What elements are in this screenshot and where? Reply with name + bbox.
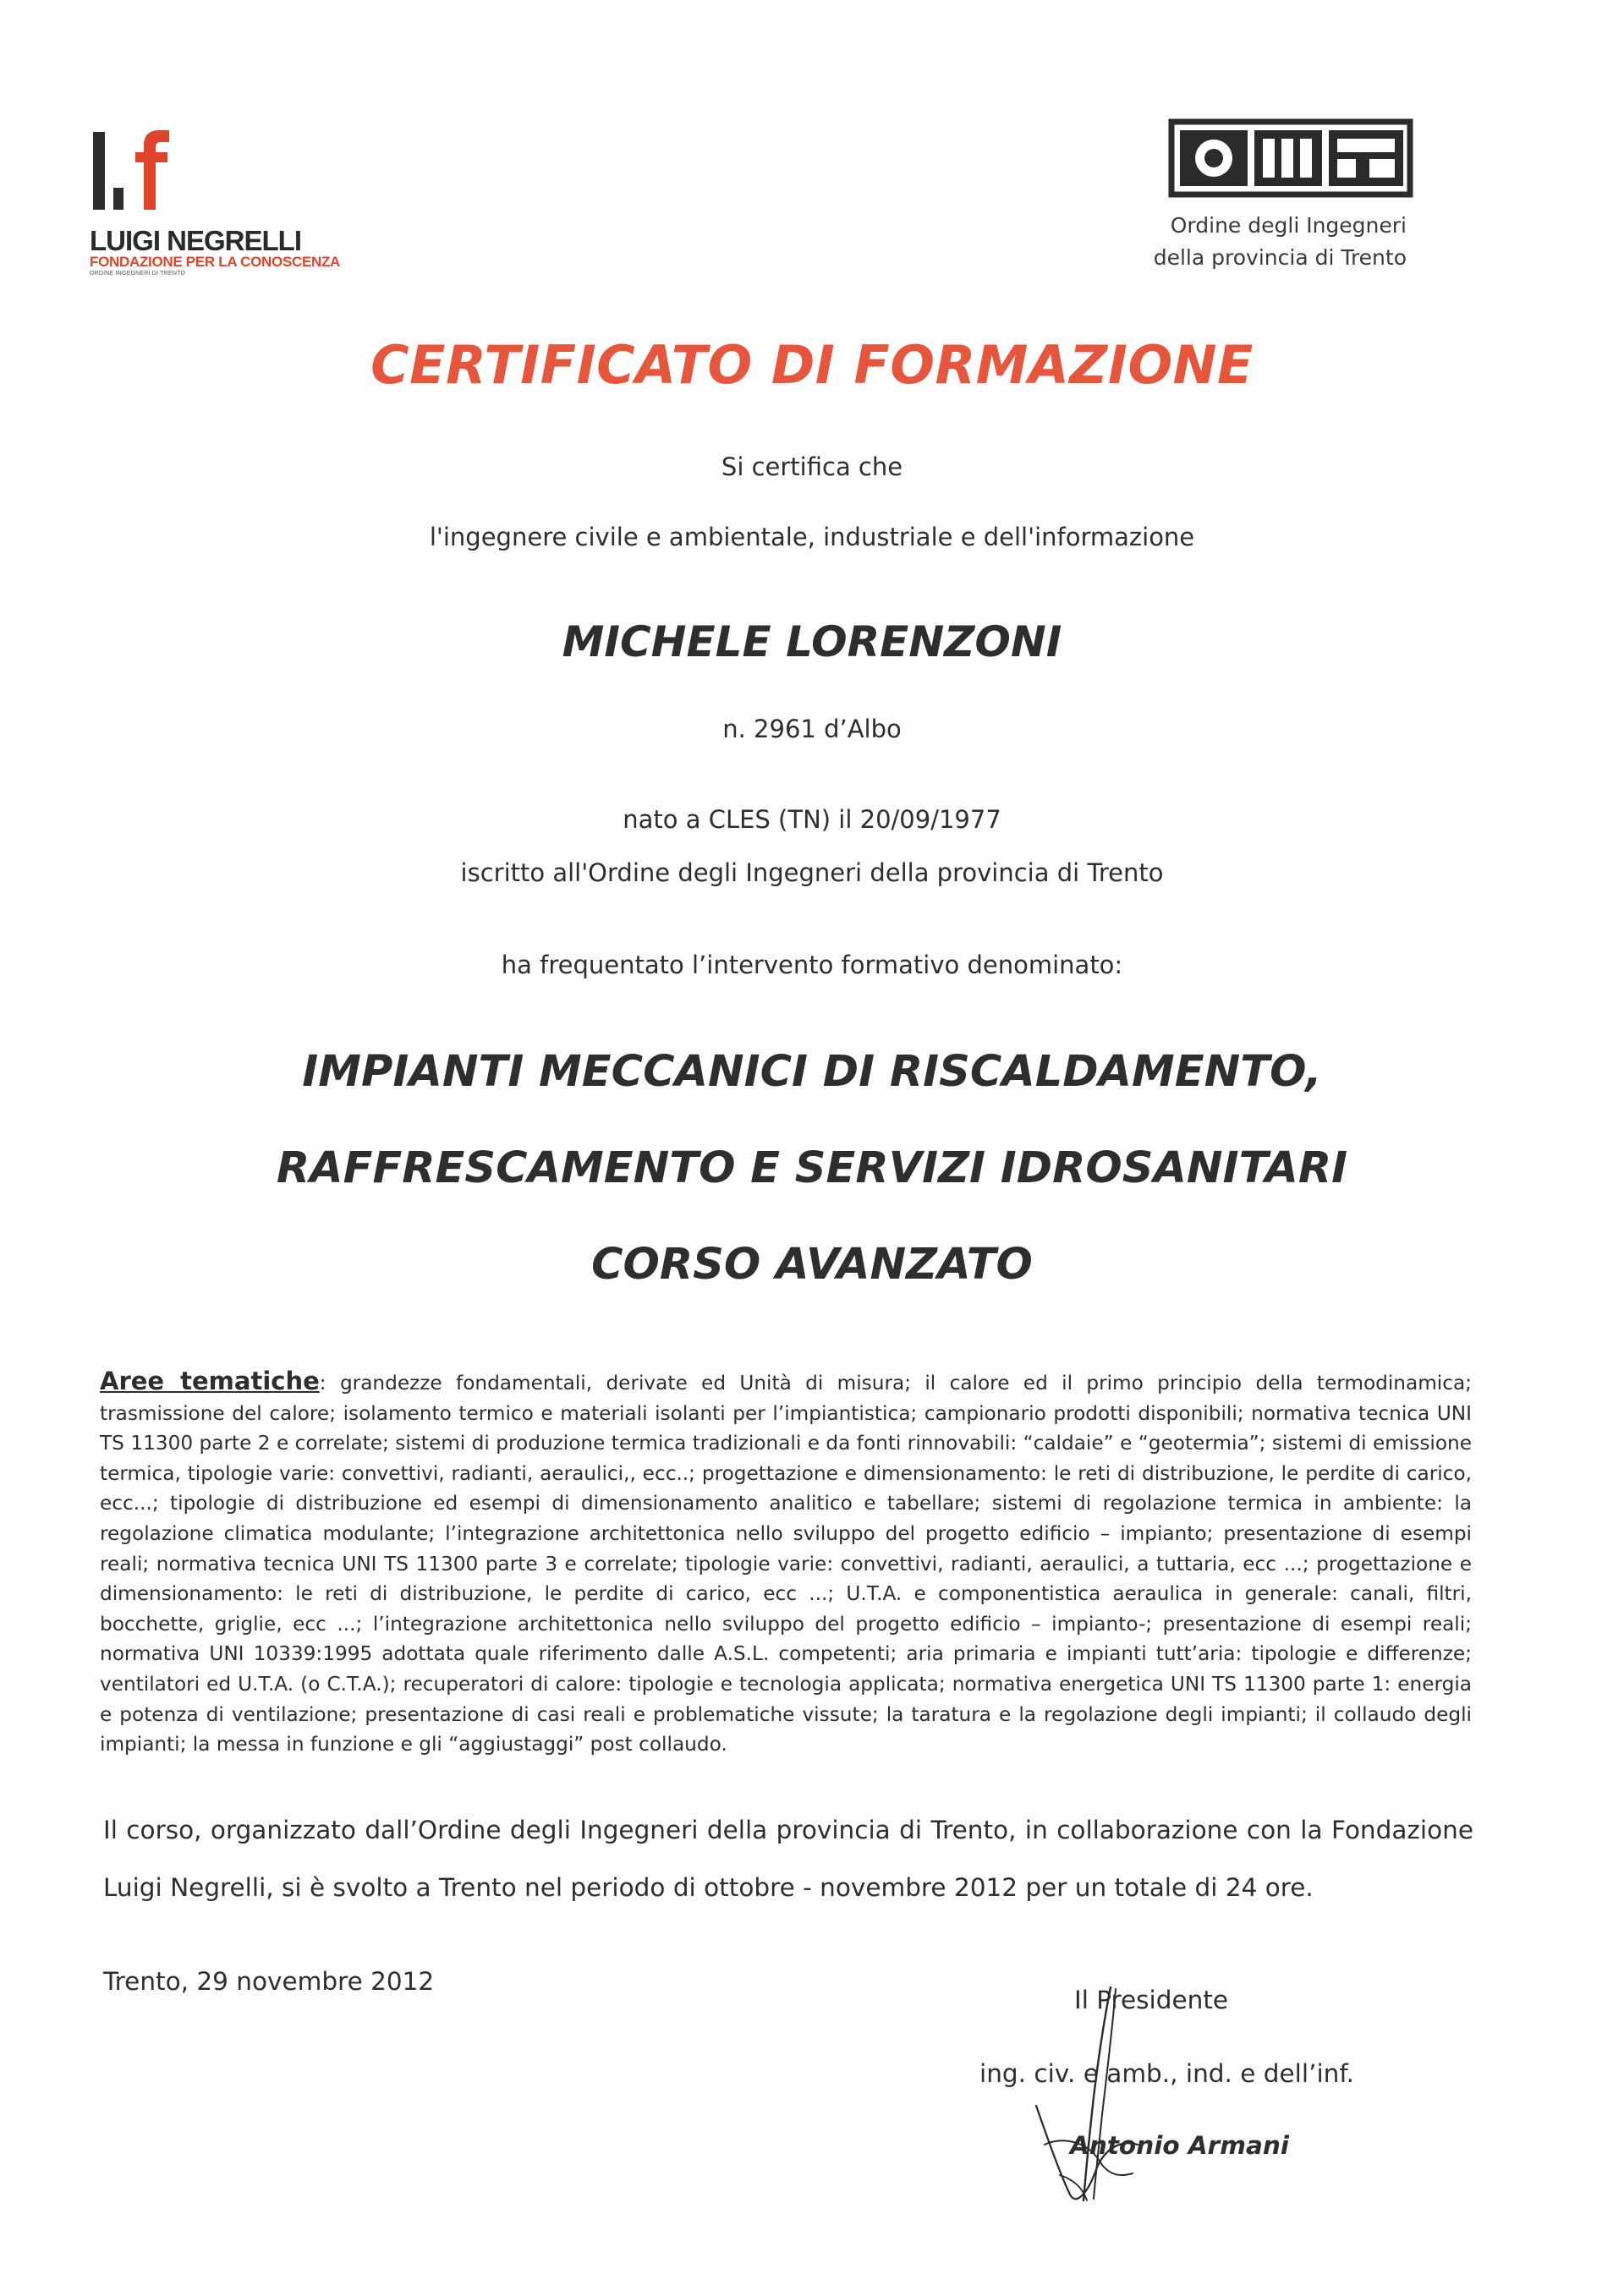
attended-text: ha frequentato l’intervento formativo denominato:	[501, 951, 1123, 979]
birth-info: nato a CLES (TN) il 20/09/1977	[623, 805, 1001, 834]
signature-block	[973, 1979, 1396, 2216]
course-title-line-3: CORSO AVANZATO	[591, 1240, 1033, 1290]
closing-paragraph: Il corso, organizzato dall’Ordine degli Ingegneri della provincia di Trento, in collaborazione con la Fondazione Luigi Negrelli, si è svolto a Trento nel periodo di ottobre - novembre 2012 per un totale di 24 ore.	[103, 1816, 1473, 1902]
thematic-areas-text: : grandezze fondamentali, derivate ed Unità di misura; il calore ed il primo principio della termodinamica; trasmissione del calore; isolamento termico e materiali isolanti per l’impiantistica; campionario prodotti disponibili; normativa tecnica UNI TS 11300 parte 2 e correlate; sistemi di produzione termica tradizionali e da fonti rinnovabili: “caldaie” e “geotermia”; sistemi di emissione termica, tipologie varie: convettivi, radianti, aeraulici,, ecc..; progettazione e dimensionamento: le reti di distribuzione, le perdite di carico, ecc...; tipologie di distribuzione ed esempi di dimensionamento analitico e tabellare; sistemi di regolazione termica in ambiente: la regolazione climatica modulante; l’integrazione architettonica nello sviluppo del progetto edificio – impianto; presentazione di esempi reali; normativa tecnica UNI TS 11300 parte 3 e correlate; tipologie varie: convettivi, radianti, aeraulici, a tuttaria, ecc ...; progettazione e dimensionamento: le reti di distribuzione, le perdite di carico, ecc ...; U.T.A. e componentistica aeraulica in generale: canali, filtri, bocchette, griglie, ecc ...; l’integrazione architettonica nello sviluppo del progetto edificio – impianto-; presentazione di esempi reali; normativa UNI 10339:1995 adottata quale riferimento dalle A.S.L. competenti; aria primaria e impianti tutt’aria: tipologie e differenze; ventilatori ed U.T.A. (o C.T.A.); recuperatori di calore: tipologie e tecnologia applicata; normativa energetica UNI TS 11300 parte 1: energia e potenza di ventilazione; presentazione di casi reali e problematiche vissute; la taratura e la regolazione degli impianti; il collaudo degli impianti; la messa in funzione e gli “aggiustaggi” post collaudo.	[100, 1372, 1472, 1756]
negrelli-subline: ORDINE INGEGNERI DI TRENTO	[90, 271, 186, 277]
negrelli-tagline: FONDAZIONE PER LA CONOSCENZA	[90, 254, 341, 270]
signer-qualification: ing. civ. e amb., ind. e dell’inf.	[979, 2059, 1354, 2088]
intro-text: Si certifica che	[721, 452, 903, 481]
ordine-name-line1: Ordine degli Ingegneri	[1170, 213, 1407, 238]
course-title-line-2: RAFFRESCAMENTO E SERVIZI IDROSANITARI	[276, 1143, 1348, 1193]
thematic-areas-label: Aree tematiche	[100, 1367, 320, 1395]
negrelli-logo	[88, 127, 392, 279]
negrelli-name: LUIGI NEGRELLI	[90, 225, 301, 256]
negrelli-logo-mark-icon	[88, 127, 206, 220]
qualification-text: l'ingegnere civile e ambientale, industriale e dell'informazione	[429, 523, 1195, 551]
ordine-logo-mark-icon	[1168, 118, 1413, 199]
register-number: n. 2961 d’Albo	[722, 715, 902, 743]
signer-role: Il Presidente	[1074, 1986, 1229, 2014]
recipient-name: MICHELE LORENZONI	[562, 617, 1062, 666]
handwritten-signature-icon	[1011, 1979, 1163, 2207]
certificate-title: CERTIFICATO DI FORMAZIONE	[370, 334, 1254, 396]
course-title-line-1: IMPIANTI MECCANICI DI RISCALDAMENTO,	[302, 1047, 1322, 1097]
ordine-name-line2: della provincia di Trento	[1153, 245, 1407, 270]
enrollment-info: iscritto all'Ordine degli Ingegneri della provincia di Trento	[460, 858, 1164, 887]
signer-name: Antonio Armani	[1070, 2131, 1289, 2160]
place-date: Trento, 29 novembre 2012	[103, 1967, 435, 1996]
ordine-logo	[1153, 118, 1408, 288]
thematic-areas	[100, 1367, 1472, 1760]
